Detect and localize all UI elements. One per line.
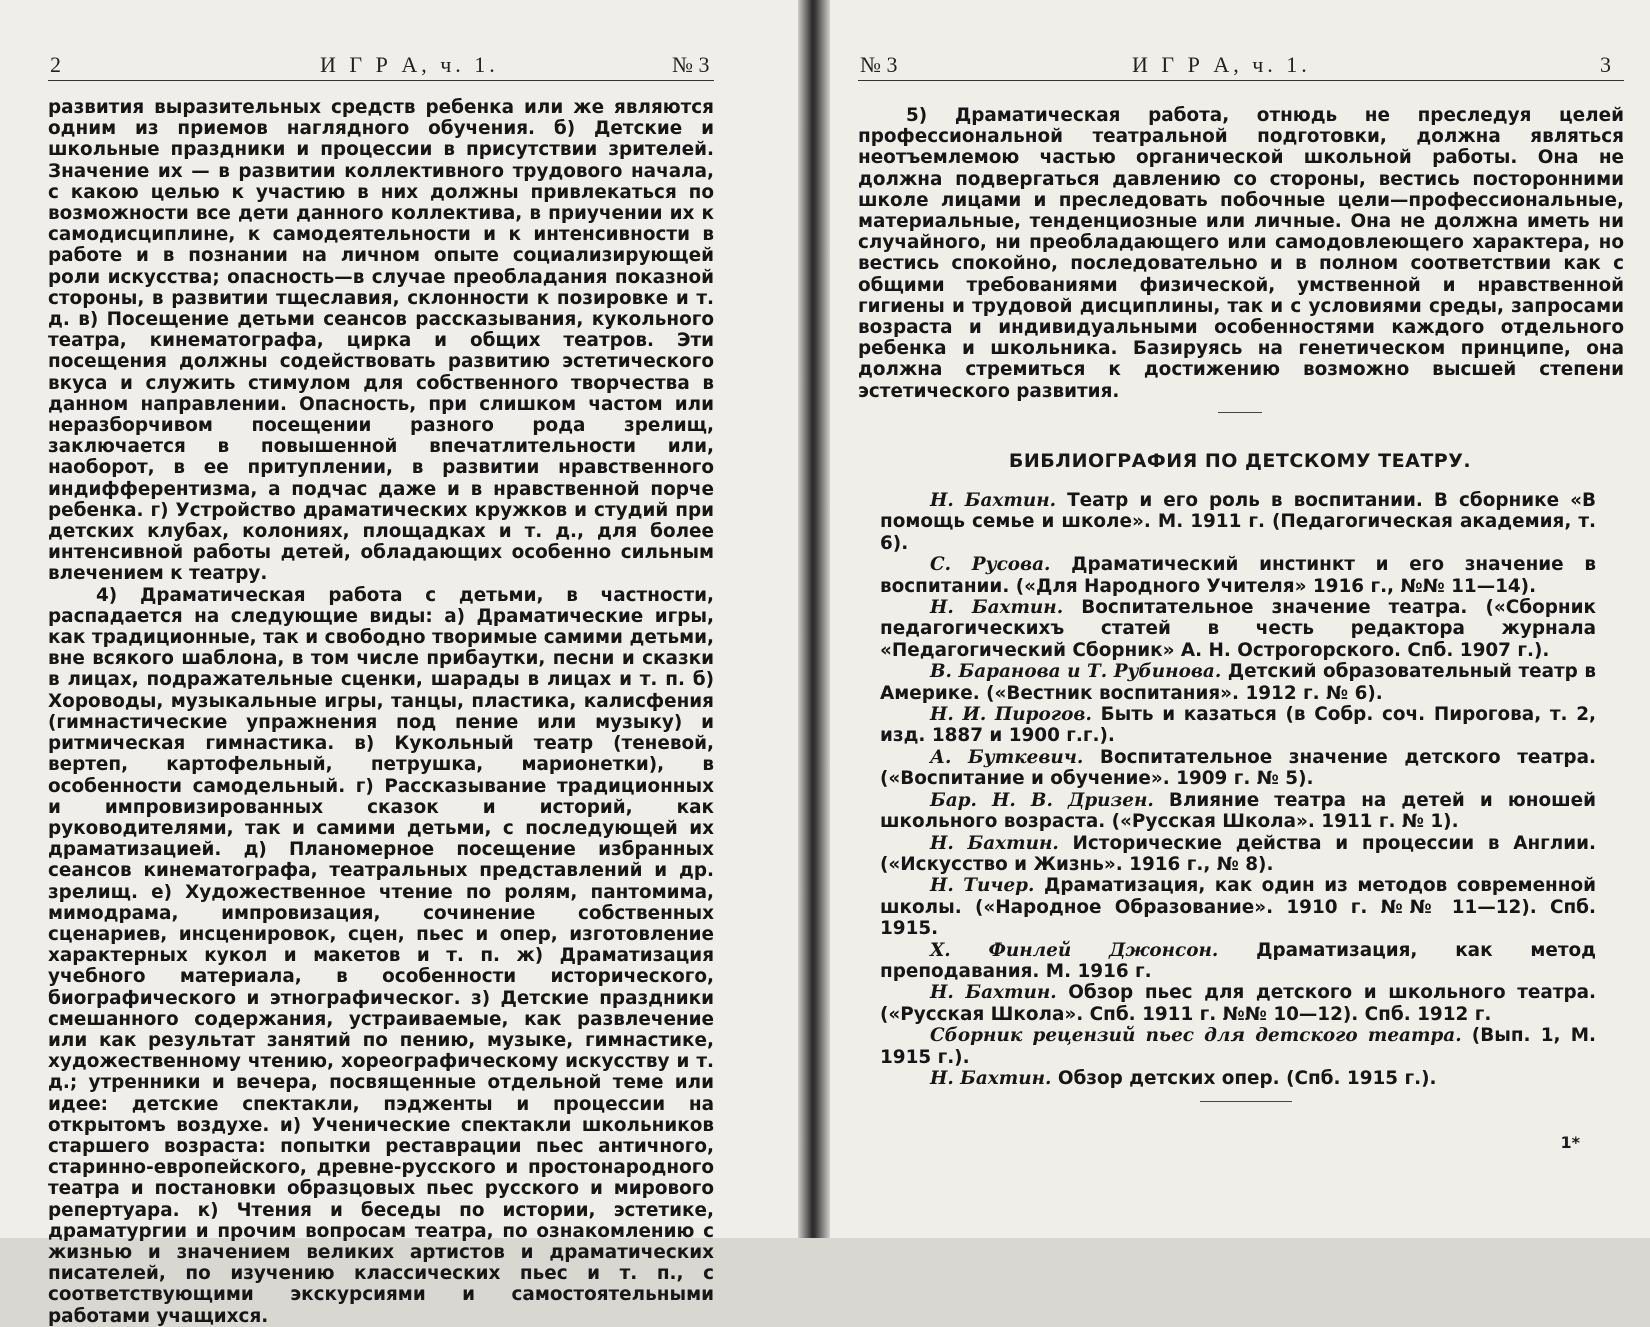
- section-separator: [1218, 412, 1262, 413]
- bibliography-text: Драматизация, как метод преподавания. М. 1916 г.: [880, 939, 1596, 982]
- bibliography-entry: [880, 490, 1596, 554]
- bibliography-entry: [880, 747, 1596, 790]
- bibliography-text: Исторические действа и процессии в Англии. («Искусство и Жизнь». 1916 г., № 8).: [880, 832, 1596, 875]
- bibliography-entry: [880, 982, 1596, 1025]
- signature-mark: 1*: [1560, 1133, 1580, 1152]
- bibliography-text: Театр и его роль в воспитании. В сборнике «В помощь семье и школе». М. 1911 г. (Педагогическая академия, т. 6).: [880, 490, 1596, 554]
- bibliography-entry: [880, 704, 1596, 747]
- bibliography-text: Детский образовательный театр в Америке. («Вестник воспитания». 1912 г. № 6).: [880, 661, 1597, 704]
- right-page-number: 3: [1600, 52, 1611, 77]
- bibliography-entry: [880, 790, 1596, 833]
- book-gutter: [798, 0, 830, 1238]
- bibliography-text: Быть и казаться (в Собр. соч. Пирогова, т. 2, изд. 1887 и 1900 г.г.).: [880, 704, 1597, 747]
- left-issue-number: № 3: [672, 52, 710, 77]
- bibliography-list: [880, 490, 1596, 1089]
- bibliography-author: Н. Бахтин.: [930, 1067, 1052, 1089]
- end-separator: [1200, 1101, 1292, 1102]
- bibliography-author: Сборник рецензий пьес для детского театра.: [930, 1025, 1462, 1047]
- right-paragraph-5: 5) Драматическая работа, отнюдь не преследуя целей профессиональной театральной подготовки, должна являться неотъемлемою частью органической школьной работы. Она не должна подвергаться давлению со стороны, вестись посторонними школе лицами и преследовать побочные цели—профессиональные, материальные, тенденциозные или личные. Она не должна иметь ни случайного, ни преобладающего или самодовлеющего характера, но вестись спокойно, последовательно и в полном соответствии как с общими требованиями физической, умственной и нравственной гигиены и трудовой дисциплины, так и с условиями среды, запросами возраста и индивидуальными особенностями каждого отдельного ребенка и школьника. Базируясь на генетическом принципе, она должна стремиться к достижению возможно высшей степени эстетического развития.: [858, 105, 1624, 402]
- bibliography-text: Воспитательное значение театра. («Сборник педагогическихъ статей в честь редактора журнала «Педагогический Сборник» А. Н. Острогорского. Спб. 1907 г.).: [880, 597, 1596, 661]
- left-paragraph-1: развития выразительных средств ребенка или же являются одним из приемов наглядного обучения. б) Детские и школьные праздники и процессии в присутствии зрителей. Значение их — в развитии коллективного трудового начала, с какою целью к участию в них должны привлекаться по возможности все дети данного коллектива, в приучении их к самодисциплине, к самодеятельности и к интенсивности в работе и в познании на личном опыте социализирующей роли искусства; опасность—в случае преобладания показной стороны, в развитии тщеславия, склонности к позировке и т. д. в) Посещение детьми сеансов рассказывания, кукольного театра, кинематографа, цирка и общих театров. Эти посещения должны содействовать развитию эстетического вкуса и служить стимулом для собственного творчества в данном направлении. Опасность, при слишком частом или неразборчивом посещении разного рода зрелищ, заключается в повышенной впечатлительности или, наоборот, в ее притуплении, в развитии нравственного индифферентизма, а подчас даже и в нравственной порче ребенка. г) Устройство драматических кружков и студий при детских клубах, колониях, площадках и т. д., для более интенсивной работы детей, обладающих особенно сильным влечением к театру.: [48, 97, 714, 585]
- bibliography-entry: [880, 1068, 1596, 1089]
- bibliography-text: Влияние театра на детей и юношей школьного возраста. («Русская Школа». 1911 г. № 1).: [880, 789, 1596, 833]
- bibliography-entry: [880, 661, 1596, 704]
- left-paragraph-2: 4) Драматическая работа с детьми, в частности, распадается на следующие виды: а) Драматические игры, как традиционные, так и свободно творимые самими детьми, вне всякого шаблона, в том числе прибаутки, песни и сказки в лицах, подражательные сценки, шарады в лицах и т. п. б) Хороводы, музыкальные игры, танцы, пластика, калисфения (гимнастические упражнения под пение или музыку) и ритмическая гимнастика. в) Кукольный театр (теневой, вертеп, картофельный, петрушка, марионетки), в особенности самодельный. г) Рассказывание традиционных и импровизированных сказок и историй, как руководителями, так и самими детьми, с последующей их драматизацией. д) Планомерное посещение избранных сеансов кинематографа, театральных представлений и др. зрелищ. е) Художественное чтение по ролям, пантомима, мимодрама, импровизация, сочинение собственных сценариев, инсценировок, сцен, пьес и опер, изготовление характерных кукол и макетов и т. п. ж) Драматизация учебного материала, в особенности исторического, биографического и этнографическог. з) Детские праздники смешанного содержания, устраиваемые, как развлечение или как результат занятий по пению, музыке, гимнастике, художественному чтению, хореографическому искусству и т. д.; утренники и вечера, посвященные отдельной теме или идее: детские спектакли, пэдженты и процессии на открытомъ воздухе. и) Ученические спектакли школьников старшего возраста: попытки реставрации пьес античного, старинно-европейского, древне-русского и простонародного театра и постановки образцовых пьес русского и мирового репертуара. к) Чтения и беседы по истории, эстетике, драматургии и прочим вопросам театра, по ознакомлению с жизнью и значением великих артистов и драматических писателей, по изучению классических пьес и т. п., с соответствующими экскурсиями и самостоятельными работами учащихся.: [48, 584, 714, 1327]
- bibliography-entry: [880, 833, 1596, 876]
- bibliography-entry: [880, 940, 1596, 983]
- bibliography-author: Н. И. Пирогов.: [930, 704, 1092, 726]
- bibliography-author: Н. Бахтин.: [930, 490, 1057, 511]
- bibliography-author: С. Русова.: [930, 554, 1051, 576]
- bibliography-text: (Вып. 1, М. 1915 г.).: [880, 1025, 1596, 1068]
- right-page: [830, 0, 1650, 1238]
- bibliography-author: Н. Бахтин.: [930, 832, 1059, 854]
- bibliography-text: Воспитательное значение детского театра. («Воспитание и обучение». 1909 г. № 5).: [880, 746, 1596, 790]
- left-body-text: [48, 97, 714, 1327]
- left-running-title: И Г Р А, ч. 1.: [320, 52, 499, 77]
- right-issue-number: № 3: [860, 52, 898, 77]
- bibliography-text: Обзор детских опер. (Спб. 1915 г.).: [1051, 1067, 1437, 1089]
- bibliography-entry: [880, 1025, 1596, 1068]
- bibliography-author: Бар. Н. В. Дризен.: [930, 789, 1154, 811]
- bibliography-text: Драматический инстинкт и его значение в воспитании. («Для Народного Учителя» 1916 г., №№ 11—14).: [880, 554, 1597, 597]
- bibliography-author: А. Буткевич.: [930, 746, 1084, 768]
- left-running-head: [0, 52, 798, 82]
- bibliography-text: Драматизация, как один из методов современной школы. («Народное Образование». 1910 г. №№ 11—12). Спб. 1915.: [880, 875, 1596, 940]
- bibliography-entry: [880, 554, 1596, 597]
- left-page: [0, 0, 798, 1327]
- bibliography-entry: [880, 875, 1596, 939]
- right-header-rule: [858, 80, 1624, 81]
- left-page-number: 2: [50, 52, 61, 77]
- bibliography-author: В. Баранова и Т. Рубинова.: [930, 661, 1222, 683]
- left-header-rule: [48, 80, 714, 81]
- right-running-title: И Г Р А, ч. 1.: [1132, 52, 1311, 77]
- bibliography-entry: [880, 597, 1596, 661]
- bibliography-title: БИБЛИОГРАФИЯ ПО ДЕТСКОМУ ТЕАТРУ.: [1008, 450, 1472, 472]
- right-running-head: [830, 52, 1650, 82]
- bibliography-author: Н. Бахтин.: [930, 982, 1057, 1004]
- bibliography-author: Н. Бахтин.: [930, 597, 1064, 619]
- bibliography-author: Н. Тичер.: [930, 875, 1035, 897]
- bibliography-text: Обзор пьес для детского и школьного театра. («Русская Школа». Спб. 1911 г. №№ 10—12). Спб. 1912 г.: [880, 982, 1597, 1025]
- bibliography-author: Х. Финлей Джонсон.: [930, 939, 1219, 961]
- right-body-text: [858, 105, 1624, 402]
